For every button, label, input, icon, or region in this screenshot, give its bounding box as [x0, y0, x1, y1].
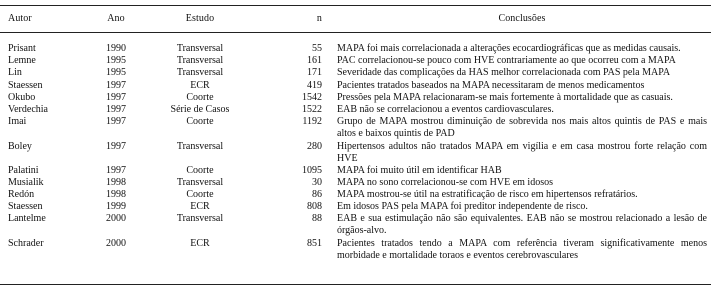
cell-autor: Imai	[8, 116, 27, 127]
cell-conclusoes: Pacientes tratados baseados na MAPA necessitaram de menos medicamentos	[337, 80, 645, 91]
cell-estudo: Transversal	[176, 213, 224, 224]
cell-ano: 1997	[106, 80, 126, 91]
cell-estudo: Coorte	[186, 116, 214, 127]
cropped-caption-edge	[0, 0, 711, 3]
cell-autor: Schrader	[8, 238, 44, 249]
cell-n: 808	[307, 201, 322, 212]
cell-n: 1542	[302, 92, 322, 103]
cell-conclusoes: MAPA foi muito útil em identificar HAB	[337, 165, 502, 176]
cell-ano: 1990	[106, 43, 126, 54]
cell-n: 30	[312, 177, 322, 188]
cell-estudo: Transversal	[176, 55, 224, 66]
cell-autor: Staessen	[8, 80, 43, 91]
cell-n: 1192	[302, 116, 322, 127]
cell-autor: Lantelme	[8, 213, 46, 224]
cell-conclusoes: MAPA no sono correlacionou-se com HVE em idosos	[337, 177, 553, 188]
header-autor: Autor	[8, 13, 32, 24]
header-ano: Ano	[107, 13, 125, 24]
cell-conclusoes: Grupo de MAPA mostrou diminuição de sobrevida nos mais altos quintis de PAS e mais altos e baixos quintis de PAD	[337, 116, 707, 140]
cell-n: 171	[307, 67, 322, 78]
cell-estudo: ECR	[190, 201, 210, 212]
cell-estudo: Transversal	[176, 177, 224, 188]
cell-n: 88	[312, 213, 322, 224]
cell-autor: Palatini	[8, 165, 39, 176]
cell-n: 280	[307, 141, 322, 152]
cell-ano: 1997	[106, 104, 126, 115]
cell-estudo: Coorte	[186, 92, 214, 103]
cell-autor: Redón	[8, 189, 35, 200]
cell-ano: 1997	[106, 165, 126, 176]
cell-estudo: Coorte	[186, 165, 214, 176]
cell-autor: Prisant	[8, 43, 36, 54]
cell-autor: Lemne	[8, 55, 36, 66]
header-estudo: Estudo	[185, 13, 215, 24]
header-conclusoes: Conclusões	[498, 13, 546, 24]
cell-ano: 1998	[106, 189, 126, 200]
cell-ano: 1997	[106, 116, 126, 127]
cell-estudo: Coorte	[186, 189, 214, 200]
cell-estudo: Transversal	[176, 67, 224, 78]
cell-ano: 2000	[106, 213, 126, 224]
cell-autor: Staessen	[8, 201, 43, 212]
header-n: n	[316, 13, 322, 24]
cell-estudo: Transversal	[176, 141, 224, 152]
cell-n: 419	[307, 80, 322, 91]
cell-conclusoes: Em idosos PAS pela MAPA foi preditor independente de risco.	[337, 201, 588, 212]
cell-n: 55	[312, 43, 322, 54]
cell-autor: Okubo	[8, 92, 36, 103]
cell-ano: 1995	[106, 67, 126, 78]
cell-ano: 1999	[106, 201, 126, 212]
cell-n: 86	[312, 189, 322, 200]
cell-estudo: Série de Casos	[170, 104, 230, 115]
cell-n: 1522	[302, 104, 322, 115]
cell-estudo: ECR	[190, 238, 210, 249]
cell-autor: Boley	[8, 141, 32, 152]
cell-estudo: Transversal	[176, 43, 224, 54]
cell-conclusoes: Pacientes tratados tendo a MAPA com referência tiveram significativamente menos morbidade e mortalidade toraos e eventos cerebrovasculares	[337, 238, 707, 262]
table-bottom-rule	[0, 284, 711, 285]
cell-ano: 1995	[106, 55, 126, 66]
cell-estudo: ECR	[190, 80, 210, 91]
cell-conclusoes: MAPA foi mais correlacionada a alterações ecocardiográficas que as medidas causais.	[337, 43, 681, 54]
cell-n: 851	[307, 238, 322, 249]
header-rule	[0, 32, 711, 33]
table-top-rule	[0, 5, 711, 6]
cell-n: 161	[307, 55, 322, 66]
cell-ano: 1998	[106, 177, 126, 188]
cell-ano: 1997	[106, 141, 126, 152]
cell-conclusoes: PAC correlacionou-se pouco com HVE contrariamente ao que ocorreu com a MAPA	[337, 55, 676, 66]
cell-conclusoes: EAB e sua estimulação não são equivalentes. EAB não se mostrou relacionado a lesão de órgãos-alvo.	[337, 213, 707, 237]
cell-conclusoes: EAB não se correlacionou a eventos cardiovasculares.	[337, 104, 554, 115]
cell-ano: 2000	[106, 238, 126, 249]
cell-conclusoes: Pressões pela MAPA relacionaram-se mais fortemente à mortalidade que as casuais.	[337, 92, 673, 103]
cell-ano: 1997	[106, 92, 126, 103]
cell-autor: Verdechia	[8, 104, 48, 115]
cell-autor: Lin	[8, 67, 22, 78]
cell-conclusoes: MAPA mostrou-se útil na estratificação de risco em hipertensos refratários.	[337, 189, 638, 200]
cell-conclusoes: Severidade das complicações da HAS melhor correlacionada com PAS pela MAPA	[337, 67, 671, 78]
cell-autor: Musialik	[8, 177, 44, 188]
cell-n: 1095	[302, 165, 322, 176]
cell-conclusoes: Hipertensos adultos não tratados MAPA em vigília e em casa mostrou forte relação com HVE	[337, 141, 707, 165]
